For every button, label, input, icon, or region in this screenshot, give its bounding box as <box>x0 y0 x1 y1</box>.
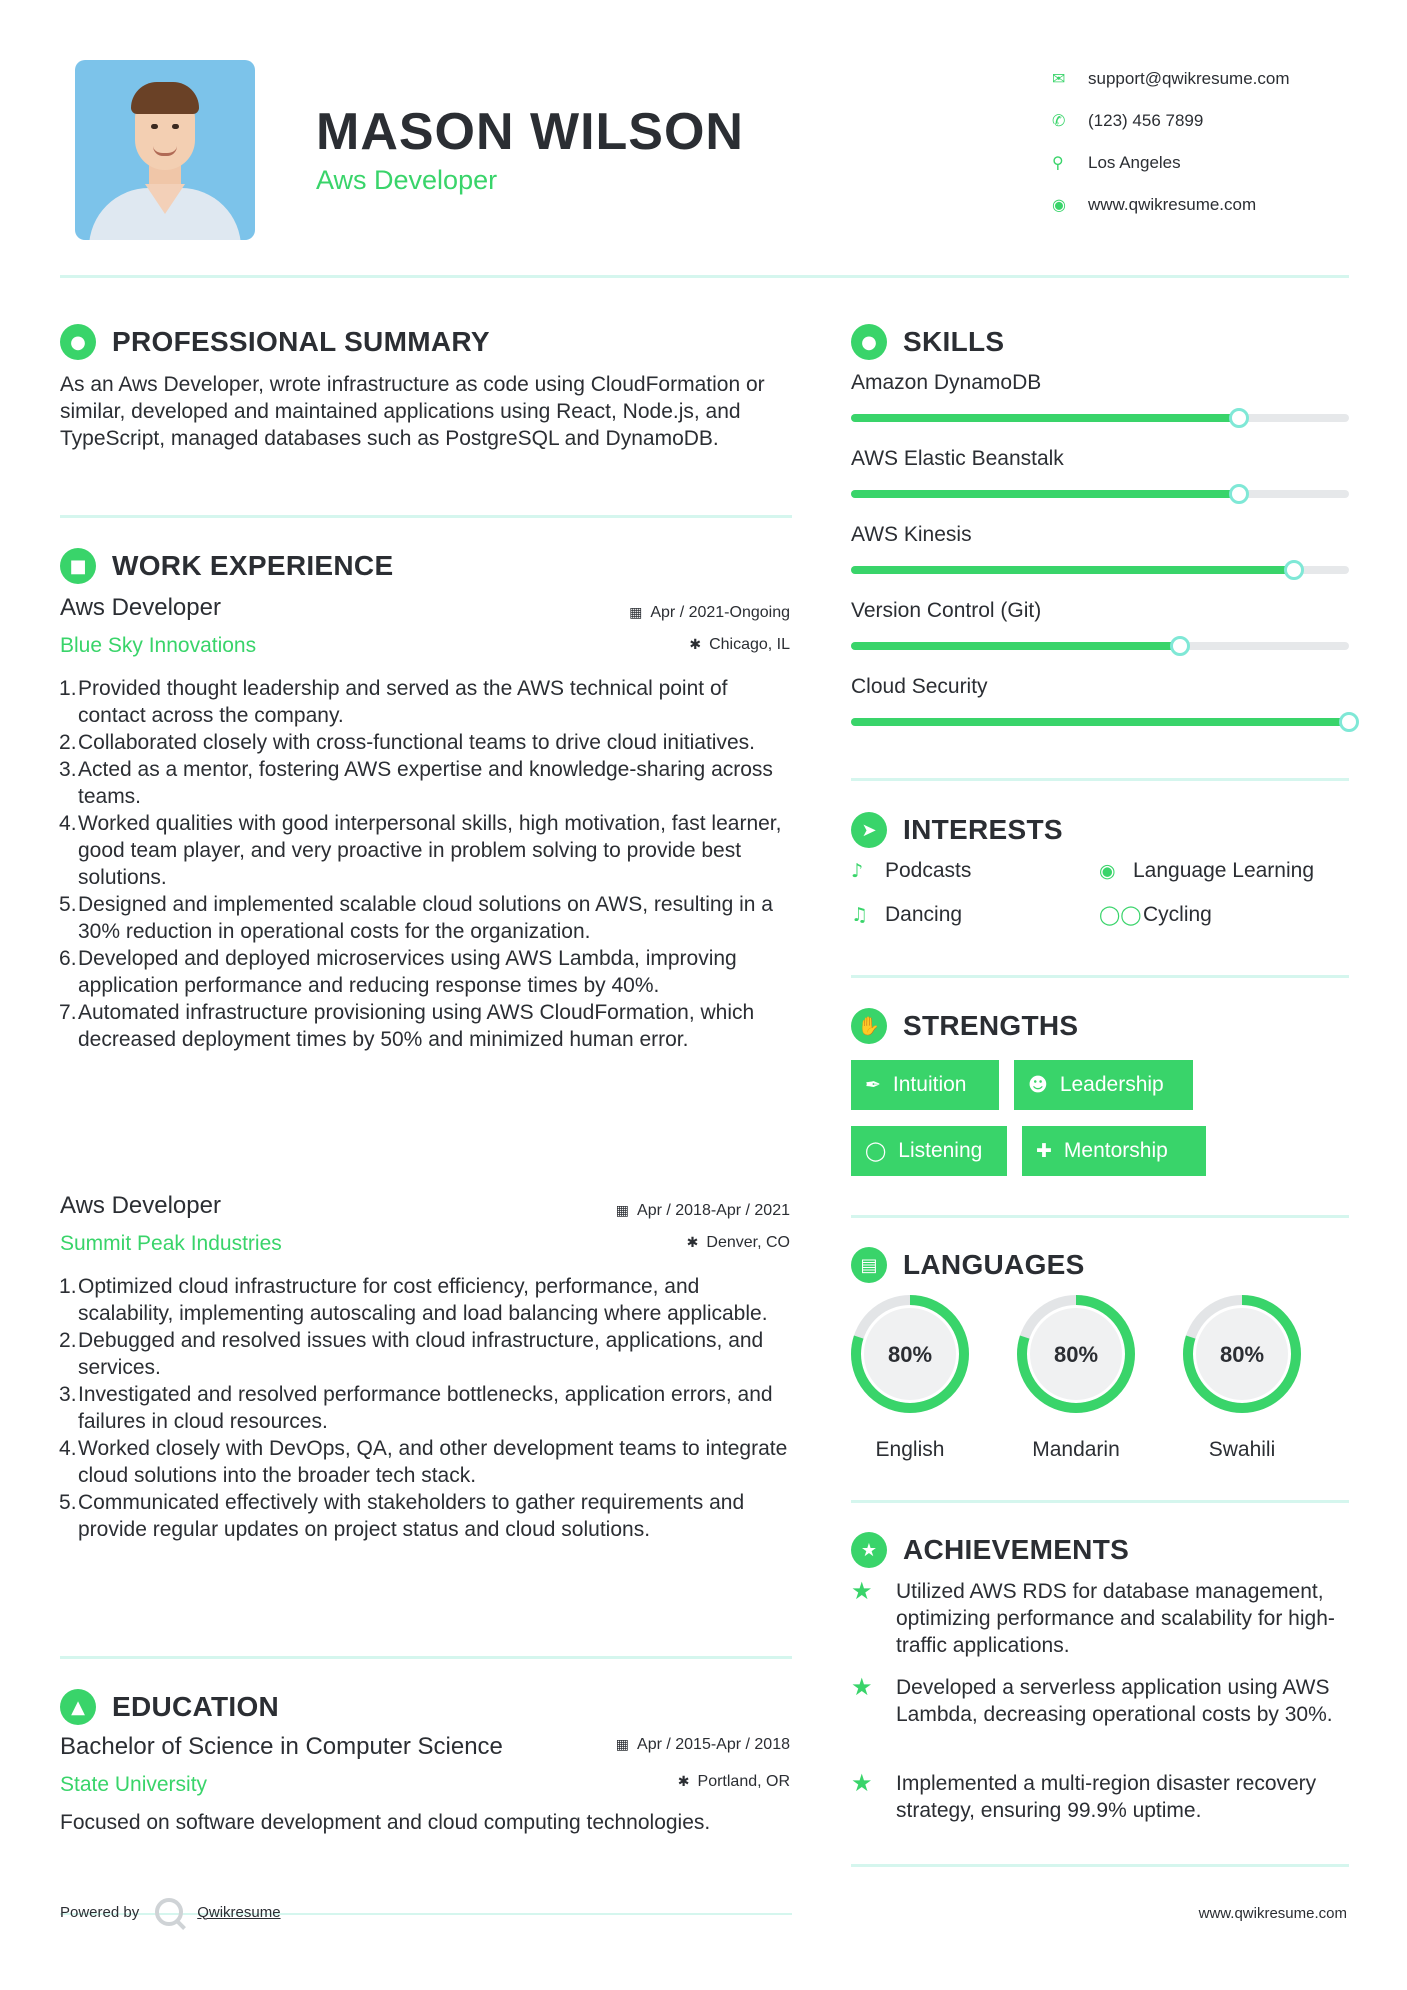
duty-item: Optimized cloud infrastructure for cost efficiency, performance, and scalability, implementing autoscaling and load balancing where applicable. <box>78 1275 768 1325</box>
experience-divider <box>60 1656 792 1659</box>
strength-label: Listening <box>898 1139 983 1162</box>
contact-location <box>1052 142 1290 184</box>
languages-divider <box>851 1500 1349 1503</box>
skills-divider <box>851 778 1349 781</box>
education-dates-text: Apr / 2015-Apr / 2018 <box>637 1736 790 1753</box>
language-progress-ring <box>848 1292 972 1416</box>
achievements-divider <box>851 1864 1349 1867</box>
header-divider <box>60 275 1349 278</box>
skill-item <box>851 675 1349 699</box>
job-duties-list <box>60 675 795 1053</box>
microphone-icon: ♪ <box>851 860 864 882</box>
profile-photo <box>75 60 255 240</box>
degree-title: Bachelor of Science in Computer Science <box>60 1733 503 1760</box>
strengths-title: STRENGTHS <box>903 1010 1079 1041</box>
skill-bar-knob <box>1229 484 1249 504</box>
skill-bar-knob <box>1339 712 1359 732</box>
star-icon: ★ <box>851 1769 873 1797</box>
interest-item <box>1099 859 1314 883</box>
strength-tag <box>851 1060 999 1110</box>
contact-phone-text: (123) 456 7899 <box>1088 111 1204 130</box>
interests-divider <box>851 975 1349 978</box>
achievement-text: Utilized AWS RDS for database management, optimizing performance and scalability for high-traffic applications. <box>896 1580 1335 1657</box>
language-name: Swahili <box>1208 1438 1276 1461</box>
headphones-icon: ◯ <box>865 1140 887 1162</box>
contact-website-text: www.qwikresume.com <box>1088 195 1257 214</box>
achievement-text: Developed a serverless application using AWS Lambda, decreasing operational costs by 30%. <box>896 1676 1333 1726</box>
summary-heading <box>60 324 490 360</box>
duty-item: Worked qualities with good interpersonal skills, high motivation, fast learner, good team player, and very proactive in problem solving to provide best solutions. <box>78 812 782 889</box>
briefcase-icon: ■ <box>60 548 96 584</box>
star-icon: ★ <box>851 1673 873 1701</box>
phone-icon: ✆ <box>1052 113 1066 130</box>
footer-website[interactable]: www.qwikresume.com <box>1198 1905 1347 1922</box>
skill-bar <box>851 566 1349 574</box>
duty-item: Designed and implemented scalable cloud solutions on AWS, resulting in a 30% reduction in operational costs for the organization. <box>78 893 773 943</box>
language-progress-ring <box>1180 1292 1304 1416</box>
duty-item: Automated infrastructure provisioning using AWS CloudFormation, which decreased deployment times by 50% and minimized human error. <box>78 1001 755 1051</box>
skills-title: SKILLS <box>903 326 1005 357</box>
pushpin-icon: ✱ <box>689 637 702 653</box>
job-title: Aws Developer <box>60 1192 221 1219</box>
strengths-divider <box>851 1215 1349 1218</box>
interests-title: INTERESTS <box>903 814 1063 845</box>
skill-bar <box>851 490 1349 498</box>
achievement-item <box>851 1674 1351 1728</box>
skill-name: Version Control (Git) <box>851 599 1042 622</box>
skill-bar-fill <box>851 718 1349 726</box>
skill-name: AWS Kinesis <box>851 523 972 546</box>
experience-heading <box>60 548 393 584</box>
star-icon: ★ <box>851 1577 873 1605</box>
job-dates-text: Apr / 2021-Ongoing <box>650 604 790 621</box>
job-duties-list <box>60 1273 795 1543</box>
skill-bar-knob <box>1284 560 1304 580</box>
interest-label: Dancing <box>885 903 963 926</box>
interests-heading <box>851 812 1063 848</box>
summary-title: PROFESSIONAL SUMMARY <box>112 326 490 357</box>
job-company: Summit Peak Industries <box>60 1232 282 1255</box>
magic-wand-icon: ✒ <box>865 1074 881 1096</box>
paper-plane-icon: ➤ <box>851 812 887 848</box>
interest-label: Podcasts <box>885 859 972 882</box>
job-location <box>687 1234 790 1252</box>
strength-label: Leadership <box>1059 1073 1164 1096</box>
skill-bar <box>851 718 1349 726</box>
skills-heading <box>851 324 1004 360</box>
skill-item <box>851 447 1349 471</box>
duty-item: Investigated and resolved performance bottlenecks, application errors, and failures in cloud resources. <box>78 1383 773 1433</box>
contact-email[interactable] <box>1052 58 1290 100</box>
qwikresume-link[interactable]: Qwikresume <box>197 1903 281 1921</box>
skill-bar-fill <box>851 642 1180 650</box>
language-name: Mandarin <box>1032 1438 1120 1461</box>
pushpin-icon: ✱ <box>686 1235 699 1251</box>
strength-label: Intuition <box>892 1073 967 1096</box>
footer-powered-by <box>60 1898 281 1926</box>
language-percent: 80% <box>1053 1342 1099 1367</box>
achievements-title: ACHIEVEMENTS <box>903 1534 1130 1565</box>
job-location-text: Chicago, IL <box>709 636 790 653</box>
contact-phone[interactable] <box>1052 100 1290 142</box>
school-name: State University <box>60 1773 208 1796</box>
skill-bar-knob <box>1229 408 1249 428</box>
interest-label: Language Learning <box>1133 859 1315 882</box>
strength-label: Mentorship <box>1063 1139 1168 1162</box>
skill-bar-fill <box>851 490 1239 498</box>
candidate-name: MASON WILSON <box>316 103 744 161</box>
experience-title: WORK EXPERIENCE <box>112 550 394 581</box>
skill-bar-knob <box>1170 636 1190 656</box>
globe-icon: ◉ <box>1099 860 1116 882</box>
languages-heading <box>851 1247 1085 1283</box>
calendar-icon: ▦ <box>615 1737 630 1753</box>
language-name: English <box>875 1438 945 1461</box>
duty-item: Collaborated closely with cross-functional teams to drive cloud initiatives. <box>78 731 755 754</box>
job-dates-text: Apr / 2018-Apr / 2021 <box>637 1202 790 1219</box>
education-dates <box>616 1736 790 1754</box>
graduation-cap-icon: ▲ <box>60 1689 96 1725</box>
bicycle-icon: ◯◯ <box>1099 904 1142 926</box>
music-note-icon: ♫ <box>851 904 869 926</box>
job-location-text: Denver, CO <box>706 1234 790 1251</box>
interest-item <box>851 859 971 883</box>
education-location <box>678 1773 790 1791</box>
skill-item <box>851 523 1349 547</box>
duty-item: Provided thought leadership and served as the AWS technical point of contact across the company. <box>78 677 728 727</box>
calendar-icon: ▦ <box>629 605 643 621</box>
user-plus-icon: ✚ <box>1036 1140 1052 1162</box>
strength-tag <box>1014 1060 1193 1110</box>
achievement-item <box>851 1578 1351 1659</box>
achievements-heading <box>851 1532 1129 1568</box>
powered-by-text: Powered by <box>60 1903 140 1921</box>
user-icon: ● <box>60 324 96 360</box>
duty-item: Communicated effectively with stakeholders to gather requirements and provide regular updates on project status and cloud solutions. <box>78 1491 745 1541</box>
trophy-icon: ★ <box>851 1532 887 1568</box>
contact-location-text: Los Angeles <box>1088 153 1181 172</box>
skill-name: AWS Elastic Beanstalk <box>851 447 1064 470</box>
job-location <box>689 636 790 654</box>
skill-name: Cloud Security <box>851 675 988 698</box>
language-item <box>848 1292 972 1462</box>
duty-item: Worked closely with DevOps, QA, and other development teams to integrate cloud solutions into the broader tech stack. <box>78 1437 788 1487</box>
envelope-icon: ✉ <box>1052 71 1066 88</box>
pushpin-icon: ✱ <box>677 1774 690 1790</box>
job-dates <box>629 604 790 622</box>
lightbulb-icon: ● <box>851 324 887 360</box>
calendar-icon: ▦ <box>615 1203 630 1219</box>
strength-tag <box>1022 1126 1206 1176</box>
globe-icon: ◉ <box>1052 197 1066 214</box>
skill-bar-fill <box>851 566 1294 574</box>
achievement-text: Implemented a multi-region disaster recovery strategy, ensuring 99.9% uptime. <box>896 1772 1317 1822</box>
duty-item: Developed and deployed microservices using AWS Lambda, improving application performance and reducing response times by 40%. <box>78 947 737 997</box>
job-dates <box>616 1202 790 1220</box>
job-title: Aws Developer <box>60 594 221 621</box>
contact-email-text: support@qwikresume.com <box>1088 69 1290 88</box>
contact-list <box>1052 58 1290 226</box>
users-icon: ☻ <box>1028 1074 1048 1096</box>
map-pin-icon: ⚲ <box>1052 155 1064 172</box>
job-company: Blue Sky Innovations <box>60 634 257 657</box>
language-item <box>1180 1292 1304 1462</box>
skill-bar-fill <box>851 414 1239 422</box>
strength-tag <box>851 1126 1007 1176</box>
education-title: EDUCATION <box>112 1691 280 1722</box>
skill-item <box>851 599 1349 623</box>
strengths-heading <box>851 1008 1078 1044</box>
candidate-title: Aws Developer <box>316 165 498 195</box>
summary-text: As an Aws Developer, wrote infrastructure as code using CloudFormation or similar, developed and maintained applications using React, Node.js, and TypeScript, managed databases such as PostgreSQL and DynamoDB. <box>60 373 765 450</box>
language-progress-ring <box>1014 1292 1138 1416</box>
qwikresume-logo-icon <box>155 1898 183 1926</box>
interest-item <box>1099 903 1212 927</box>
interest-label: Cycling <box>1143 903 1212 926</box>
duty-item: Debugged and resolved issues with cloud infrastructure, applications, and services. <box>78 1329 764 1379</box>
language-percent: 80% <box>887 1342 933 1367</box>
languages-title: LANGUAGES <box>903 1249 1085 1280</box>
duty-item: Acted as a mentor, fostering AWS expertise and knowledge-sharing across teams. <box>78 758 773 808</box>
language-card-icon: ▤ <box>851 1247 887 1283</box>
skill-item <box>851 371 1349 395</box>
education-location-text: Portland, OR <box>697 1773 790 1790</box>
contact-website[interactable] <box>1052 184 1290 226</box>
summary-divider <box>60 515 792 518</box>
language-item <box>1014 1292 1138 1462</box>
skill-bar <box>851 414 1349 422</box>
hand-icon: ✋ <box>851 1008 887 1044</box>
skill-name: Amazon DynamoDB <box>851 371 1042 394</box>
education-description: Focused on software development and cloud computing technologies. <box>60 1811 711 1834</box>
skill-bar <box>851 642 1349 650</box>
education-heading <box>60 1689 279 1725</box>
achievement-item <box>851 1770 1351 1824</box>
interest-item <box>851 903 962 927</box>
language-percent: 80% <box>1219 1342 1265 1367</box>
